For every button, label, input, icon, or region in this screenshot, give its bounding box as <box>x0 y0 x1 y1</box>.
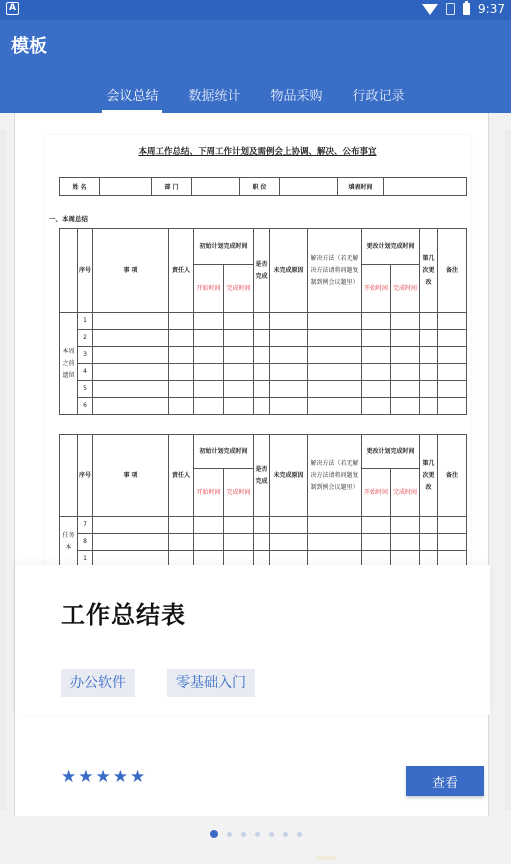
star-icon: ★ <box>95 767 111 787</box>
row-number: 5 <box>78 381 93 398</box>
previous-card-edge[interactable] <box>0 130 6 810</box>
tab-data-statistics[interactable]: 数据统计 <box>188 89 241 104</box>
section-label: 一、本周总结 <box>49 215 88 223</box>
page-dot[interactable] <box>283 832 288 837</box>
header-revised-end: 完成时间 <box>391 265 420 313</box>
header-change-count: 第几次更改 <box>420 229 438 313</box>
card-title: 工作总结表 <box>61 601 186 629</box>
view-button[interactable]: 查看 <box>406 766 484 796</box>
header-done: 是否完成 <box>254 229 270 313</box>
row-number: 3 <box>78 347 93 364</box>
header-end: 完成时间 <box>224 265 254 313</box>
header-owner: 责任人 <box>169 229 194 313</box>
tab-bar <box>0 79 511 113</box>
page-dot[interactable] <box>269 832 274 837</box>
group-label-task: 任务本 <box>60 517 78 566</box>
page-dot[interactable] <box>297 832 302 837</box>
row-number: 8 <box>78 534 93 551</box>
row-number: 7 <box>78 517 93 534</box>
header-revised-start: 开始时间 <box>362 265 391 313</box>
page-dot[interactable] <box>241 832 246 837</box>
template-preview[interactable] <box>45 135 470 565</box>
info-label-department: 部 门 <box>152 178 192 196</box>
row-number: 1 <box>78 551 93 566</box>
battery-icon <box>463 3 470 15</box>
next-card-edge[interactable] <box>505 130 511 810</box>
status-bar <box>0 0 511 20</box>
header-item: 事 项 <box>93 229 169 313</box>
row-number: 1 <box>78 313 93 330</box>
summary-table-2: 序号 事 项 责任人 初始计划完成时间 是否完成 未完成原因 解决方法（若无解决方法请将问题复制到例会议题里） 更改计划完成时间 第几次更改 备注 开始时间 完成时间 开始时间 完成时间 任务本 7 8 1 <box>59 434 467 565</box>
header-seq: 序号 <box>78 229 93 313</box>
row-number: 2 <box>78 330 93 347</box>
group-label-carryover: 本周之前遗留 <box>60 313 78 415</box>
tab-meeting-summary[interactable]: 会议总结 <box>102 79 162 113</box>
app-notification-icon: A <box>6 2 19 15</box>
star-icon: ★ <box>78 767 94 787</box>
summary-table-1 <box>59 228 467 415</box>
row-number: 6 <box>78 398 93 415</box>
page-title: 模板 <box>11 36 47 57</box>
status-right <box>422 2 505 16</box>
row-number: 4 <box>78 364 93 381</box>
header-remark: 备注 <box>438 229 467 313</box>
page-indicator <box>210 830 302 838</box>
page-dot[interactable] <box>227 832 232 837</box>
star-icon: ★ <box>130 767 146 787</box>
header-start: 开始时间 <box>194 265 224 313</box>
app-bar <box>0 20 511 113</box>
header-reason: 未完成原因 <box>270 229 308 313</box>
wifi-icon <box>422 4 438 15</box>
info-label-position: 职 位 <box>240 178 280 196</box>
tag-office-software[interactable]: 办公软件 <box>61 669 135 697</box>
tag-beginner[interactable]: 零基础入门 <box>167 669 255 697</box>
header-method: 解决方法（若无解决方法请将问题复制到例会议题里） <box>308 229 362 313</box>
header-planned: 初始计划完成时间 <box>194 229 254 265</box>
page-dot[interactable] <box>210 830 218 838</box>
info-table <box>59 177 467 196</box>
page-dot[interactable] <box>255 832 260 837</box>
star-icon: ★ <box>61 767 77 787</box>
status-time: 9:37 <box>478 2 505 16</box>
tab-admin-records[interactable]: 行政记录 <box>352 89 405 104</box>
bottom-decoration <box>316 856 336 860</box>
info-label-date: 填表时间 <box>338 178 384 196</box>
template-card[interactable] <box>14 113 489 816</box>
header-revised: 更改计划完成时间 <box>362 229 420 265</box>
sim-icon <box>446 3 455 15</box>
star-icon: ★ <box>112 767 128 787</box>
tab-purchasing[interactable]: 物品采购 <box>270 89 323 104</box>
info-label-name: 姓 名 <box>60 178 100 196</box>
rating-stars <box>61 767 145 787</box>
doc-title: 本周工作总结、下周工作计划及需例会上协调、解决、公布事宜 <box>138 147 377 157</box>
